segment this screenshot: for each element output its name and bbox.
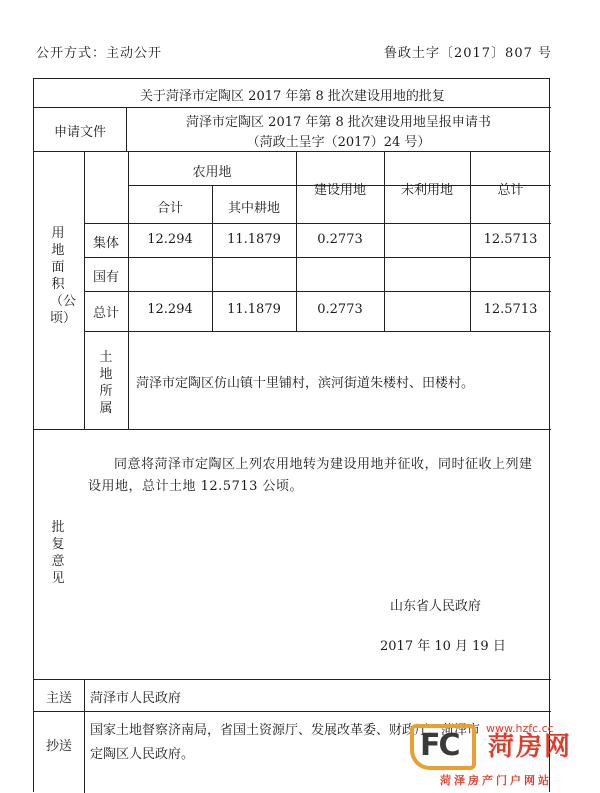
site-watermark-logo	[402, 720, 592, 788]
rule	[84, 291, 551, 292]
row-label-collective: 集体	[92, 236, 119, 251]
approval-label: 批复意见	[51, 520, 65, 586]
land-area-label: 用地面积（公顷）	[50, 226, 77, 326]
approval-signer: 山东省人民政府	[390, 599, 482, 614]
rule	[128, 151, 129, 429]
main-recipient-value: 菏泽市人民政府	[90, 691, 182, 706]
table-cell: 12.294	[147, 232, 193, 247]
application-line1: 菏泽市定陶区 2017 年第 8 批次建设用地呈报申请书	[186, 115, 491, 130]
ownership-label: 土地所属	[99, 350, 113, 416]
rule	[34, 679, 551, 680]
col-unused: 未利用地	[400, 183, 453, 198]
farmland-header: 农用地	[192, 165, 232, 180]
table-cell: 12.5713	[483, 302, 538, 317]
row-label-total: 总计	[92, 306, 119, 321]
col-total: 合计	[156, 201, 183, 216]
rule	[84, 257, 551, 258]
rule	[34, 429, 551, 430]
rule	[84, 331, 551, 332]
watermark-slogan: 菏泽房产门户网站	[440, 774, 552, 787]
row-label-state: 国有	[92, 270, 119, 285]
rule	[84, 679, 85, 793]
table-cell: 12.5713	[483, 232, 538, 247]
rule	[384, 151, 385, 331]
watermark-brand: 菏房网	[488, 732, 573, 762]
approval-text: 同意将菏泽市定陶区上列农用地转为建设用地并征收，同时征收上列建设用地，总计土地 12.5713 公顷。	[88, 457, 533, 494]
watermark-url: www.hzfc.cc	[486, 722, 554, 735]
col-arable: 其中耕地	[227, 201, 280, 216]
table-cell: 0.2773	[317, 232, 363, 247]
table-cell: 0.2773	[317, 302, 363, 317]
main-recipient-label: 主送	[45, 691, 72, 706]
application-label: 申请文件	[53, 125, 106, 140]
cc-label: 抄送	[45, 739, 72, 754]
document-number: 鲁政土字〔2017〕807 号	[383, 46, 552, 61]
rule	[84, 223, 551, 224]
ownership-value: 菏泽市定陶区仿山镇十里铺村，滨河街道朱楼村、田楼村。	[136, 376, 475, 391]
application-line2: （菏政土呈字（2017）24 号）	[246, 135, 431, 150]
fc-mark: FC	[420, 728, 459, 763]
approval-date: 2017 年 10 月 19 日	[380, 639, 506, 654]
table-cell: 11.1879	[227, 302, 281, 317]
cc-line1: 国家土地督察济南局，省国土资源厅、发展改革委、财政厅，菏泽市	[90, 723, 481, 738]
approval-form-table	[33, 78, 550, 792]
disclosure-mode: 公开方式：主动公开	[36, 46, 163, 61]
cc-line2: 定陶区人民政府。	[90, 747, 195, 762]
rule	[34, 711, 551, 712]
table-cell: 12.294	[147, 302, 193, 317]
document-title: 关于菏泽市定陶区 2017 年第 8 批次建设用地的批复	[140, 89, 445, 104]
rule	[34, 151, 551, 152]
table-cell: 11.1879	[227, 232, 281, 247]
rule	[84, 151, 85, 429]
col-construction: 建设用地	[313, 183, 366, 198]
rule	[34, 107, 551, 108]
col-grand-total: 总计	[497, 183, 524, 198]
